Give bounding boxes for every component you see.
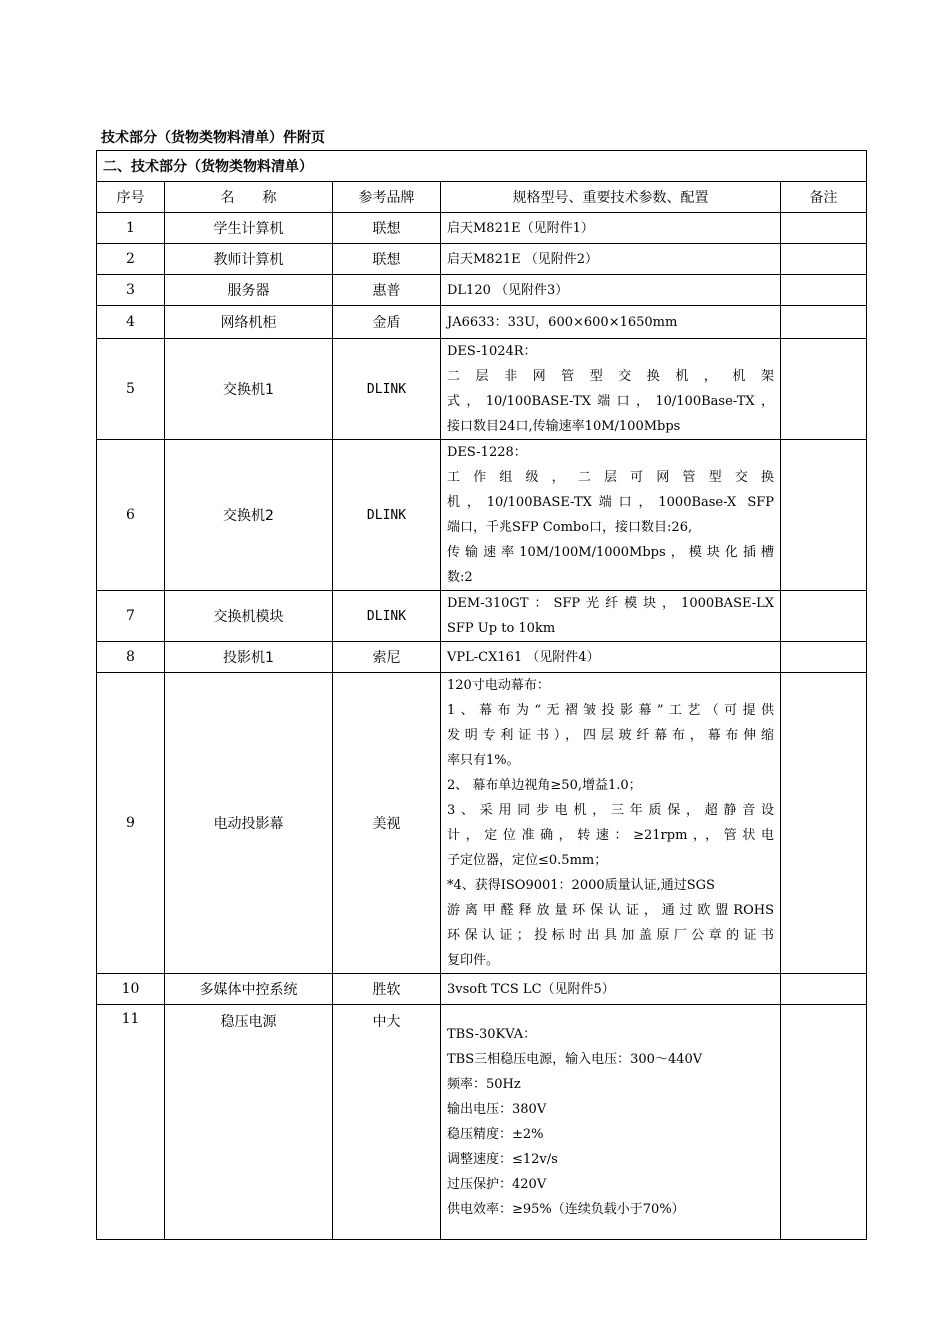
brand-name: 惠普 xyxy=(333,275,441,306)
spec-line: 工作组级，二层可网管型交换 xyxy=(447,470,774,485)
spec-cell xyxy=(441,974,781,1005)
row-number: 11 xyxy=(97,1005,165,1240)
spec-line: TBS-30KVA： xyxy=(447,1027,537,1042)
remark-cell xyxy=(781,1005,867,1240)
brand-name: DLINK xyxy=(333,591,441,642)
brand-name: 胜软 xyxy=(333,974,441,1005)
spec-line: 机，10/100BASE-TX端口，1000Base-X SFP xyxy=(447,495,774,510)
spec-line: *4、获得ISO9001：2000质量认证,通过SGS xyxy=(447,878,715,893)
spec-line: 率只有1%。 xyxy=(447,753,520,768)
spec-cell xyxy=(441,642,781,673)
item-name: 投影机1 xyxy=(165,642,333,673)
brand-name: DLINK xyxy=(333,339,441,440)
spec-line: 传输速率10M/100M/1000Mbps，模块化插槽 xyxy=(447,545,774,560)
brand-name: 联想 xyxy=(333,213,441,244)
brand-name: 金盾 xyxy=(333,306,441,339)
spec-line: 式，10/100BASE-TX端口，10/100Base-TX， xyxy=(447,394,774,409)
spec-line: 接口数目24口,传输速率10M/100Mbps xyxy=(447,419,681,434)
header-spec: 规格型号、重要技术参数、配置 xyxy=(441,182,781,213)
row-number: 9 xyxy=(97,673,165,974)
table-row xyxy=(97,244,867,275)
row-number: 6 xyxy=(97,440,165,591)
spec-line: 供电效率：≥95%（连续负载小于70%） xyxy=(447,1202,685,1217)
header-name: 名 称 xyxy=(165,182,333,213)
table-row xyxy=(97,591,867,642)
spec-cell xyxy=(441,591,781,642)
table-row xyxy=(97,275,867,306)
header-no: 序号 xyxy=(97,182,165,213)
row-number: 8 xyxy=(97,642,165,673)
spec-line: JA6633：33U，600×600×1650mm xyxy=(447,314,678,330)
spec-line: 1、幕布为“无褶皱投影幕”工艺（可提供 xyxy=(447,703,774,718)
remark-cell xyxy=(781,339,867,440)
item-name: 交换机2 xyxy=(165,440,333,591)
spec-line: TBS三相稳压电源，输入电压：300～440V xyxy=(447,1052,703,1067)
remark-cell xyxy=(781,275,867,306)
remark-cell xyxy=(781,213,867,244)
brand-name: 联想 xyxy=(333,244,441,275)
item-name: 稳压电源 xyxy=(165,1005,333,1240)
spec-line: 2、 幕布单边视角≥50,增益1.0； xyxy=(447,778,642,793)
remark-cell xyxy=(781,642,867,673)
brand-name: 索尼 xyxy=(333,642,441,673)
header-remark: 备注 xyxy=(781,182,867,213)
item-name: 网络机柜 xyxy=(165,306,333,339)
row-number: 5 xyxy=(97,339,165,440)
table-row xyxy=(97,213,867,244)
table-row xyxy=(97,1005,867,1240)
spec-line: 游离甲醛释放量环保认证，通过欧盟ROHS xyxy=(447,903,774,918)
remark-cell xyxy=(781,673,867,974)
table-body xyxy=(97,213,867,1240)
item-name: 学生计算机 xyxy=(165,213,333,244)
item-name: 服务器 xyxy=(165,275,333,306)
brand-name: 中大 xyxy=(333,1005,441,1240)
spec-line: 数:2 xyxy=(447,570,473,585)
brand-name: DLINK xyxy=(333,440,441,591)
spec-line: DES-1228： xyxy=(447,445,527,460)
remark-cell xyxy=(781,974,867,1005)
header-brand: 参考品牌 xyxy=(333,182,441,213)
spec-line: 3、采用同步电机，三年质保，超静音设 xyxy=(447,803,774,818)
remark-cell xyxy=(781,306,867,339)
spec-line: DL120 （见附件3） xyxy=(447,282,569,298)
spec-line: 子定位器，定位≤0.5mm； xyxy=(447,853,608,868)
spec-line: 环保认证；投标时出具加盖原厂公章的证书 xyxy=(447,928,774,943)
brand-name: 美视 xyxy=(333,673,441,974)
spec-line: DES-1024R： xyxy=(447,344,537,359)
spec-line: 端口，千兆SFP Combo口，接口数目:26, xyxy=(447,520,693,535)
spec-line: VPL-CX161 （见附件4） xyxy=(447,649,600,665)
spec-line: 复印件。 xyxy=(447,953,500,968)
row-number: 2 xyxy=(97,244,165,275)
item-name: 多媒体中控系统 xyxy=(165,974,333,1005)
spec-line: 120寸电动幕布： xyxy=(447,678,550,693)
row-number: 10 xyxy=(97,974,165,1005)
spec-line: 3vsoft TCS LC（见附件5） xyxy=(447,981,615,997)
remark-cell xyxy=(781,591,867,642)
spec-line: DEM-310GT：SFP光纤模块，1000BASE-LX xyxy=(447,596,774,611)
materials-table xyxy=(96,150,867,1240)
spec-line: 启天M821E （见附件2） xyxy=(447,251,599,267)
table-row xyxy=(97,339,867,440)
remark-cell xyxy=(781,440,867,591)
page-title: 技术部分（货物类物料清单）件附页 xyxy=(101,130,325,146)
spec-line: 稳压精度：±2% xyxy=(447,1127,544,1142)
spec-line: 频率：50Hz xyxy=(447,1077,521,1092)
row-number: 3 xyxy=(97,275,165,306)
spec-cell xyxy=(441,1005,781,1240)
section-title: 二、技术部分（货物类物料清单） xyxy=(97,151,867,182)
spec-line: 二层非网管型交换机，机架 xyxy=(447,369,774,384)
table-row xyxy=(97,642,867,673)
spec-cell xyxy=(441,339,781,440)
item-name: 交换机1 xyxy=(165,339,333,440)
spec-line: 发明专利证书），四层玻纤幕布，幕布伸缩 xyxy=(447,728,774,743)
spec-line: 输出电压：380V xyxy=(447,1102,547,1117)
spec-line: 计，定位准确，转速：≥21rpm，，管状电 xyxy=(447,828,774,843)
table-row xyxy=(97,440,867,591)
spec-cell xyxy=(441,440,781,591)
table-row xyxy=(97,974,867,1005)
spec-cell xyxy=(441,673,781,974)
spec-cell xyxy=(441,306,781,339)
row-number: 1 xyxy=(97,213,165,244)
item-name: 电动投影幕 xyxy=(165,673,333,974)
table-header xyxy=(97,182,867,213)
spec-line: 启天M821E（见附件1） xyxy=(447,220,594,236)
spec-line: 过压保护：420V xyxy=(447,1177,547,1192)
remark-cell xyxy=(781,244,867,275)
table-row xyxy=(97,306,867,339)
row-number: 7 xyxy=(97,591,165,642)
spec-line: 调整速度：≤12v/s xyxy=(447,1152,558,1167)
spec-line: SFP Up to 10km xyxy=(447,621,556,636)
spec-cell xyxy=(441,213,781,244)
row-number: 4 xyxy=(97,306,165,339)
item-name: 教师计算机 xyxy=(165,244,333,275)
item-name: 交换机模块 xyxy=(165,591,333,642)
spec-cell xyxy=(441,275,781,306)
table-row xyxy=(97,673,867,974)
spec-cell xyxy=(441,244,781,275)
